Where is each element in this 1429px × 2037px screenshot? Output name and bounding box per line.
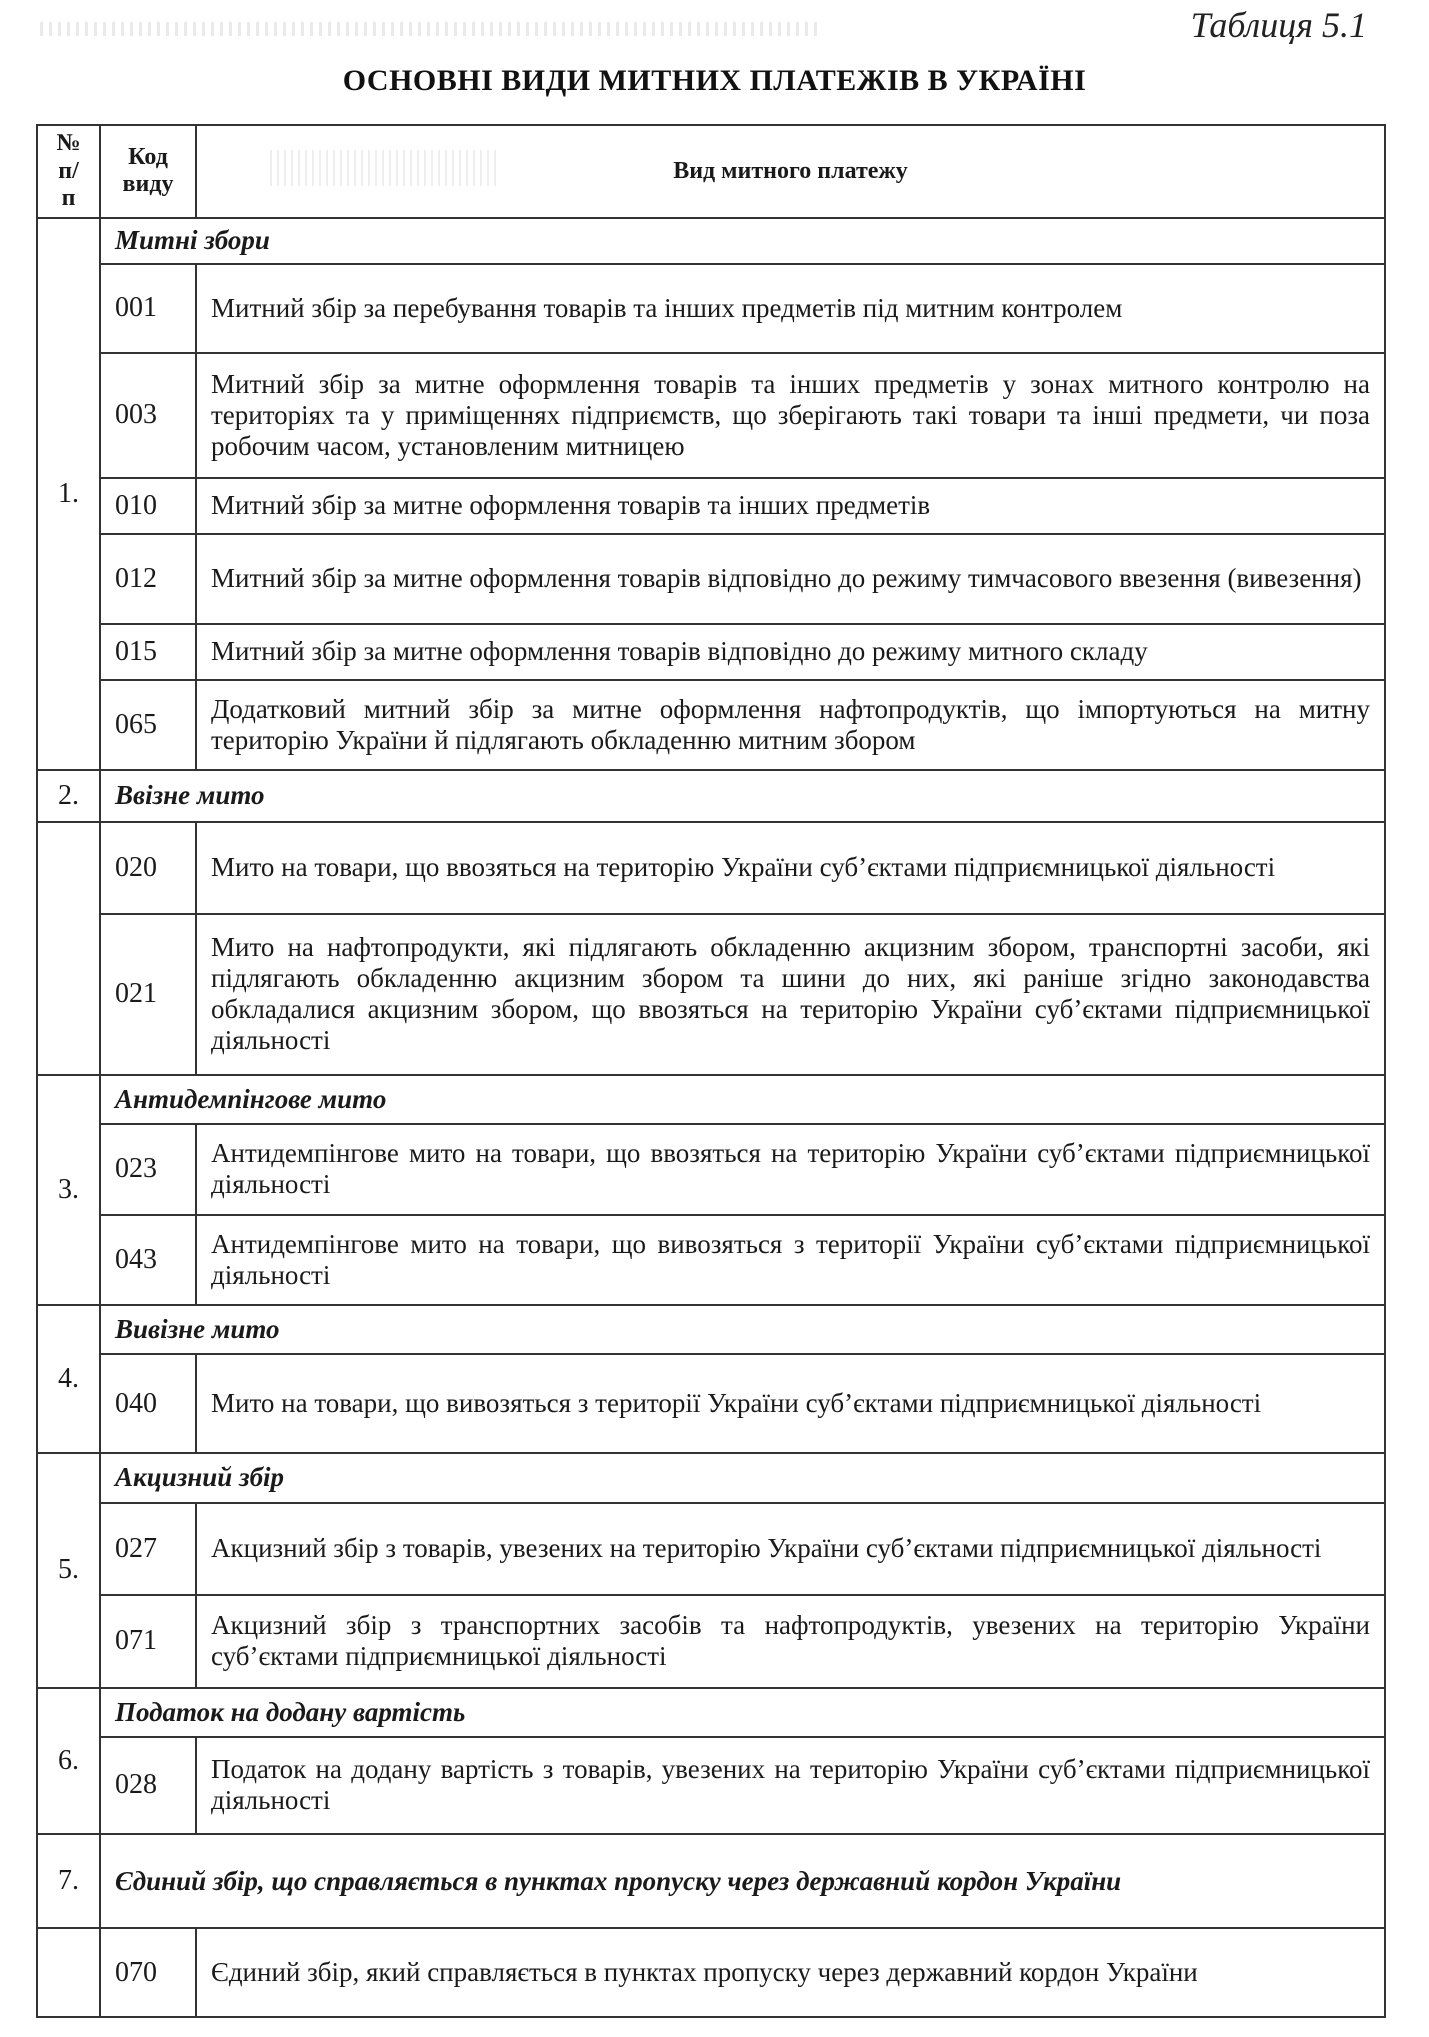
payment-code: 040	[100, 1354, 196, 1453]
table-row	[37, 264, 1385, 352]
payment-description: Податок на додану вартість з товарів, увезених на територію України суб’єктами підприємницької діяльності	[196, 1737, 1385, 1834]
table-row	[37, 1215, 1385, 1306]
payment-code: 001	[100, 264, 196, 352]
page-title: ОСНОВНІ ВИДИ МИТНИХ ПЛАТЕЖІВ В УКРАЇНІ	[342, 64, 1087, 97]
category-row	[37, 1834, 1385, 1929]
table-row	[37, 914, 1385, 1074]
table-row	[37, 624, 1385, 680]
category-row	[37, 770, 1385, 821]
category-title: Єдиний збір, що справляється в пунктах пропуску через державний кордон України	[100, 1834, 1385, 1929]
table-row	[37, 534, 1385, 625]
payment-description: Митний збір за митне оформлення товарів відповідно до режиму митного складу	[196, 624, 1385, 680]
header-kind: Вид митного платежу	[196, 125, 1385, 218]
category-row	[37, 218, 1385, 264]
payment-description: Додатковий митний збір за митне оформлення нафтопродуктів, що імпортуються на митну територію України й підлягають обкладенню митним збором	[196, 680, 1385, 771]
category-title: Митні збори	[100, 218, 1385, 264]
payment-code: 023	[100, 1124, 196, 1215]
scan-noise	[40, 22, 820, 36]
customs-payments-table	[36, 124, 1386, 2018]
payment-description: Антидемпінгове мито на товари, що вивозяться з території України суб’єктами підприємницької діяльності	[196, 1215, 1385, 1306]
payment-code: 070	[100, 1928, 196, 2017]
table-row	[37, 1928, 1385, 2017]
group-number: 6.	[37, 1688, 100, 1834]
category-title: Ввізне мито	[100, 770, 1385, 821]
payment-code: 027	[100, 1503, 196, 1596]
table-row	[37, 478, 1385, 534]
table-row	[37, 1737, 1385, 1834]
group-number: 1.	[37, 218, 100, 770]
table-row	[37, 1124, 1385, 1215]
category-row	[37, 1075, 1385, 1124]
category-title: Акцизний збір	[100, 1453, 1385, 1502]
payment-code: 028	[100, 1737, 196, 1834]
table-row	[37, 680, 1385, 771]
payment-description: Митний збір за перебування товарів та інших предметів під митним контролем	[196, 264, 1385, 352]
category-title: Вивізне мито	[100, 1305, 1385, 1354]
payment-description: Митний збір за митне оформлення товарів відповідно до режиму тимчасового ввезення (вивезення)	[196, 534, 1385, 625]
header-num: № п/п	[37, 125, 100, 218]
payment-description: Акцизний збір з товарів, увезених на територію України суб’єктами підприємницької діяльності	[196, 1503, 1385, 1596]
group-number: 2.	[37, 770, 100, 821]
payment-description: Мито на нафтопродукти, які підлягають обкладенню акцизним збором, транспортні засоби, які підлягають обкладенню акцизним збором та шини до них, які раніше згідно законодавства обкладалися акцизним збором, що ввозяться на територію України суб’єктами підприємницької діяльності	[196, 914, 1385, 1074]
category-row	[37, 1305, 1385, 1354]
group-number: 7.	[37, 1834, 100, 1929]
payment-description: Мито на товари, що вивозяться з території України суб’єктами підприємницької діяльності	[196, 1354, 1385, 1453]
payment-code: 043	[100, 1215, 196, 1306]
payment-code: 065	[100, 680, 196, 771]
payment-code: 020	[100, 822, 196, 915]
table-row	[37, 353, 1385, 479]
empty-num-cell	[37, 1928, 100, 2017]
table-row	[37, 822, 1385, 915]
payment-description: Єдиний збір, який справляється в пунктах пропуску через державний кордон України	[196, 1928, 1385, 2017]
payment-description: Акцизний збір з транспортних засобів та нафтопродуктів, увезених на територію України суб’єктами підприємницької діяльності	[196, 1595, 1385, 1688]
empty-num-cell	[37, 822, 100, 1075]
payment-code: 015	[100, 624, 196, 680]
payment-code: 071	[100, 1595, 196, 1688]
category-row	[37, 1688, 1385, 1737]
table-header-row	[37, 125, 1385, 218]
group-number: 3.	[37, 1075, 100, 1305]
header-code: Код виду	[100, 125, 196, 218]
payment-code: 003	[100, 353, 196, 479]
category-title: Антидемпінгове мито	[100, 1075, 1385, 1124]
payment-description: Мито на товари, що ввозяться на територію України суб’єктами підприємницької діяльності	[196, 822, 1385, 915]
payment-description: Митний збір за митне оформлення товарів та інших предметів у зонах митного контролю на територіях та у приміщеннях підприємств, що зберігають такі товари та інші предмети, чи поза робочим часом, установленим митницею	[196, 353, 1385, 479]
payment-description: Антидемпінгове мито на товари, що ввозяться на територію України суб’єктами підприємницької діяльності	[196, 1124, 1385, 1215]
payment-code: 021	[100, 914, 196, 1074]
table-row	[37, 1595, 1385, 1688]
table-row	[37, 1503, 1385, 1596]
category-row	[37, 1453, 1385, 1502]
table-row	[37, 1354, 1385, 1453]
category-title: Податок на додану вартість	[100, 1688, 1385, 1737]
payment-code: 012	[100, 534, 196, 625]
payment-description: Митний збір за митне оформлення товарів та інших предметів	[196, 478, 1385, 534]
group-number: 4.	[37, 1305, 100, 1453]
group-number: 5.	[37, 1453, 100, 1688]
payment-code: 010	[100, 478, 196, 534]
table-label: Таблиця 5.1	[1190, 5, 1367, 45]
